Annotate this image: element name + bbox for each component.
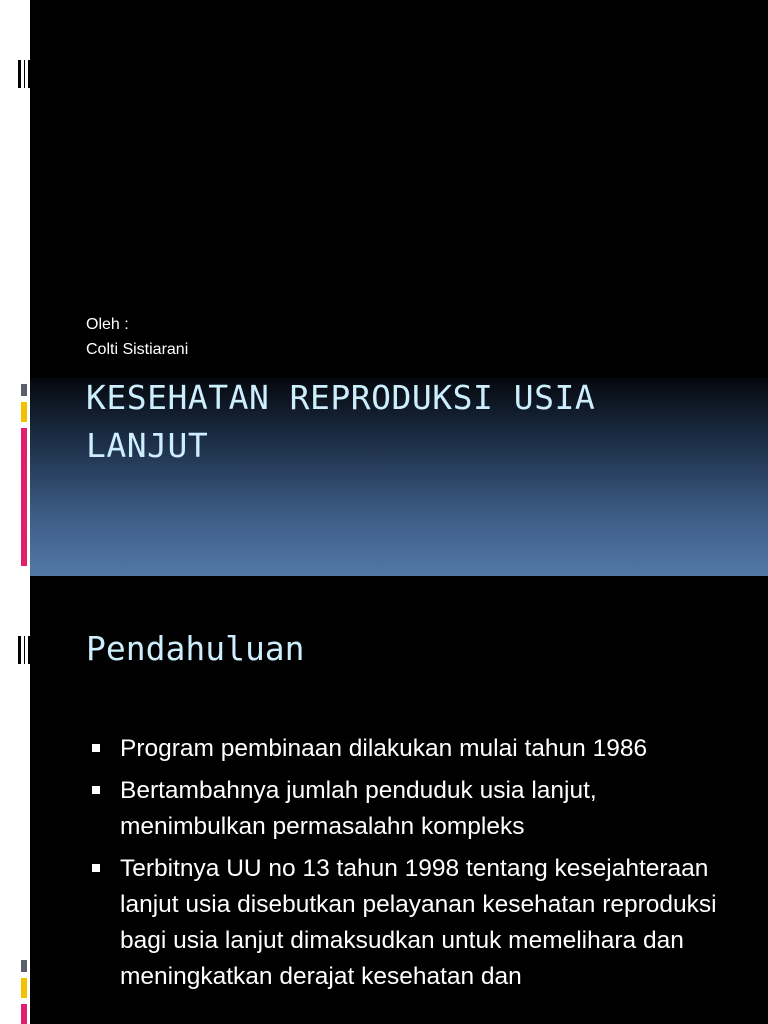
list-item — [92, 773, 742, 845]
accent-bar-yellow — [21, 978, 27, 998]
byline-label: Oleh : — [86, 316, 129, 333]
byline — [86, 312, 188, 362]
slide-marker-icon — [18, 60, 30, 88]
list-item — [92, 851, 742, 995]
bullet-text: Bertambahnya jumlah penduduk usia lanjut, menimbulkan permasalahn kompleks — [120, 777, 597, 840]
bullet-icon — [92, 786, 100, 794]
accent-bar-yellow — [21, 402, 27, 422]
accent-bar-gray — [21, 960, 27, 972]
bullet-list — [92, 731, 742, 1001]
author-name: Colti Sistiarani — [86, 341, 189, 358]
bullet-text: Terbitnya UU no 13 tahun 1998 tentang kesejahteraan lanjut usia disebutkan pelayanan kesehatan reproduksi bagi usia lanjut dimaksudkan untuk memelihara dan meningkatkan derajat kesehatan dan — [120, 855, 717, 990]
bullet-icon — [92, 744, 100, 752]
bullet-text: Program pembinaan dilakukan mulai tahun 1986 — [120, 735, 648, 762]
presentation-title: KESEHATAN REPRODUKSI USIA LANJUT — [86, 378, 596, 465]
slide-marker-icon — [18, 636, 30, 664]
content-slide — [0, 576, 768, 1024]
list-item — [92, 731, 742, 767]
accent-bar-magenta — [21, 428, 27, 566]
accent-bar-magenta — [21, 1004, 27, 1024]
section-heading: Pendahuluan — [86, 629, 305, 668]
bullet-icon — [92, 864, 100, 872]
accent-bar-gray — [21, 384, 27, 396]
